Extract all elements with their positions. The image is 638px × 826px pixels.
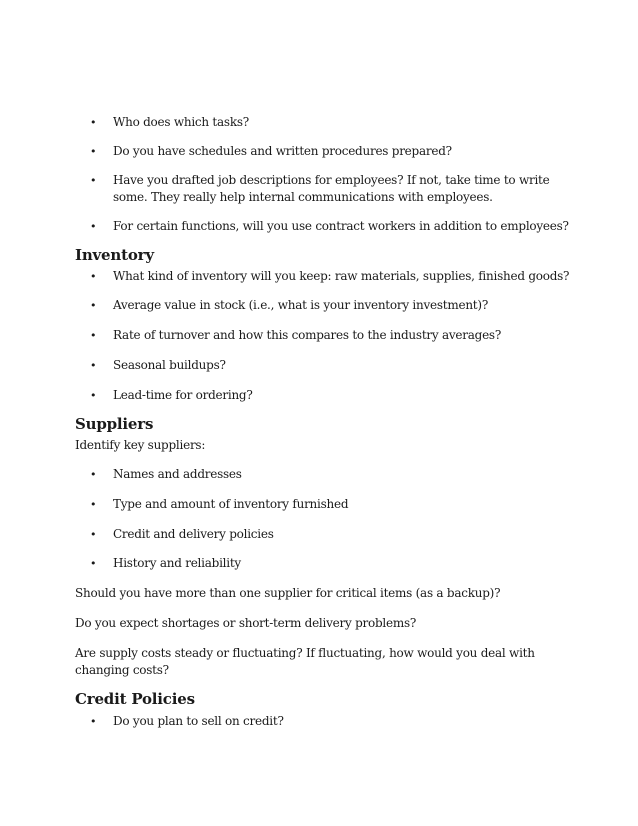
list-item-text: Rate of turnover and how this compares to the industry averages? xyxy=(113,328,502,342)
list-item-text: Type and amount of inventory furnished xyxy=(113,497,349,511)
bullet: • xyxy=(90,715,97,728)
bullet: • xyxy=(90,116,97,129)
suppliers-question: Are supply costs steady or fluctuating? If fluctuating, how would you deal with changing costs? xyxy=(75,646,535,677)
suppliers-intro: Identify key suppliers: xyxy=(75,438,206,452)
bullet: • xyxy=(90,270,97,283)
bullet: • xyxy=(90,220,97,233)
bullet: • xyxy=(90,528,97,541)
suppliers-question: Do you expect shortages or short-term delivery problems? xyxy=(75,616,417,630)
bullet: • xyxy=(90,359,97,372)
bullet: • xyxy=(90,389,97,402)
section-heading-credit-policies: Credit Policies xyxy=(75,690,195,708)
list-item-text: Seasonal buildups? xyxy=(113,358,226,372)
bullet: • xyxy=(90,557,97,570)
list-item-text: History and reliability xyxy=(113,556,241,570)
section-heading-suppliers: Suppliers xyxy=(75,415,154,433)
list-item-text: What kind of inventory will you keep: raw materials, supplies, finished goods? xyxy=(113,269,570,283)
bullet: • xyxy=(90,174,97,187)
suppliers-question: Should you have more than one supplier for critical items (as a backup)? xyxy=(75,586,501,600)
list-item-text: Average value in stock (i.e., what is your inventory investment)? xyxy=(113,298,488,312)
list-item-text: Who does which tasks? xyxy=(113,115,249,129)
list-item-text: Lead-time for ordering? xyxy=(113,388,253,402)
list-item-text: Names and addresses xyxy=(113,467,242,481)
bullet: • xyxy=(90,468,97,481)
bullet: • xyxy=(90,498,97,511)
list-item-text: Do you plan to sell on credit? xyxy=(113,714,284,728)
bullet: • xyxy=(90,299,97,312)
list-item-text: Do you have schedules and written procedures prepared? xyxy=(113,144,452,158)
section-heading-inventory: Inventory xyxy=(75,246,154,264)
list-item-text: Credit and delivery policies xyxy=(113,527,274,541)
list-item-text: For certain functions, will you use contract workers in addition to employees? xyxy=(113,219,569,233)
bullet: • xyxy=(90,329,97,342)
bullet: • xyxy=(90,145,97,158)
list-item-text: Have you drafted job descriptions for employees? If not, take time to write some. They really help internal communications with employees. xyxy=(113,173,550,204)
